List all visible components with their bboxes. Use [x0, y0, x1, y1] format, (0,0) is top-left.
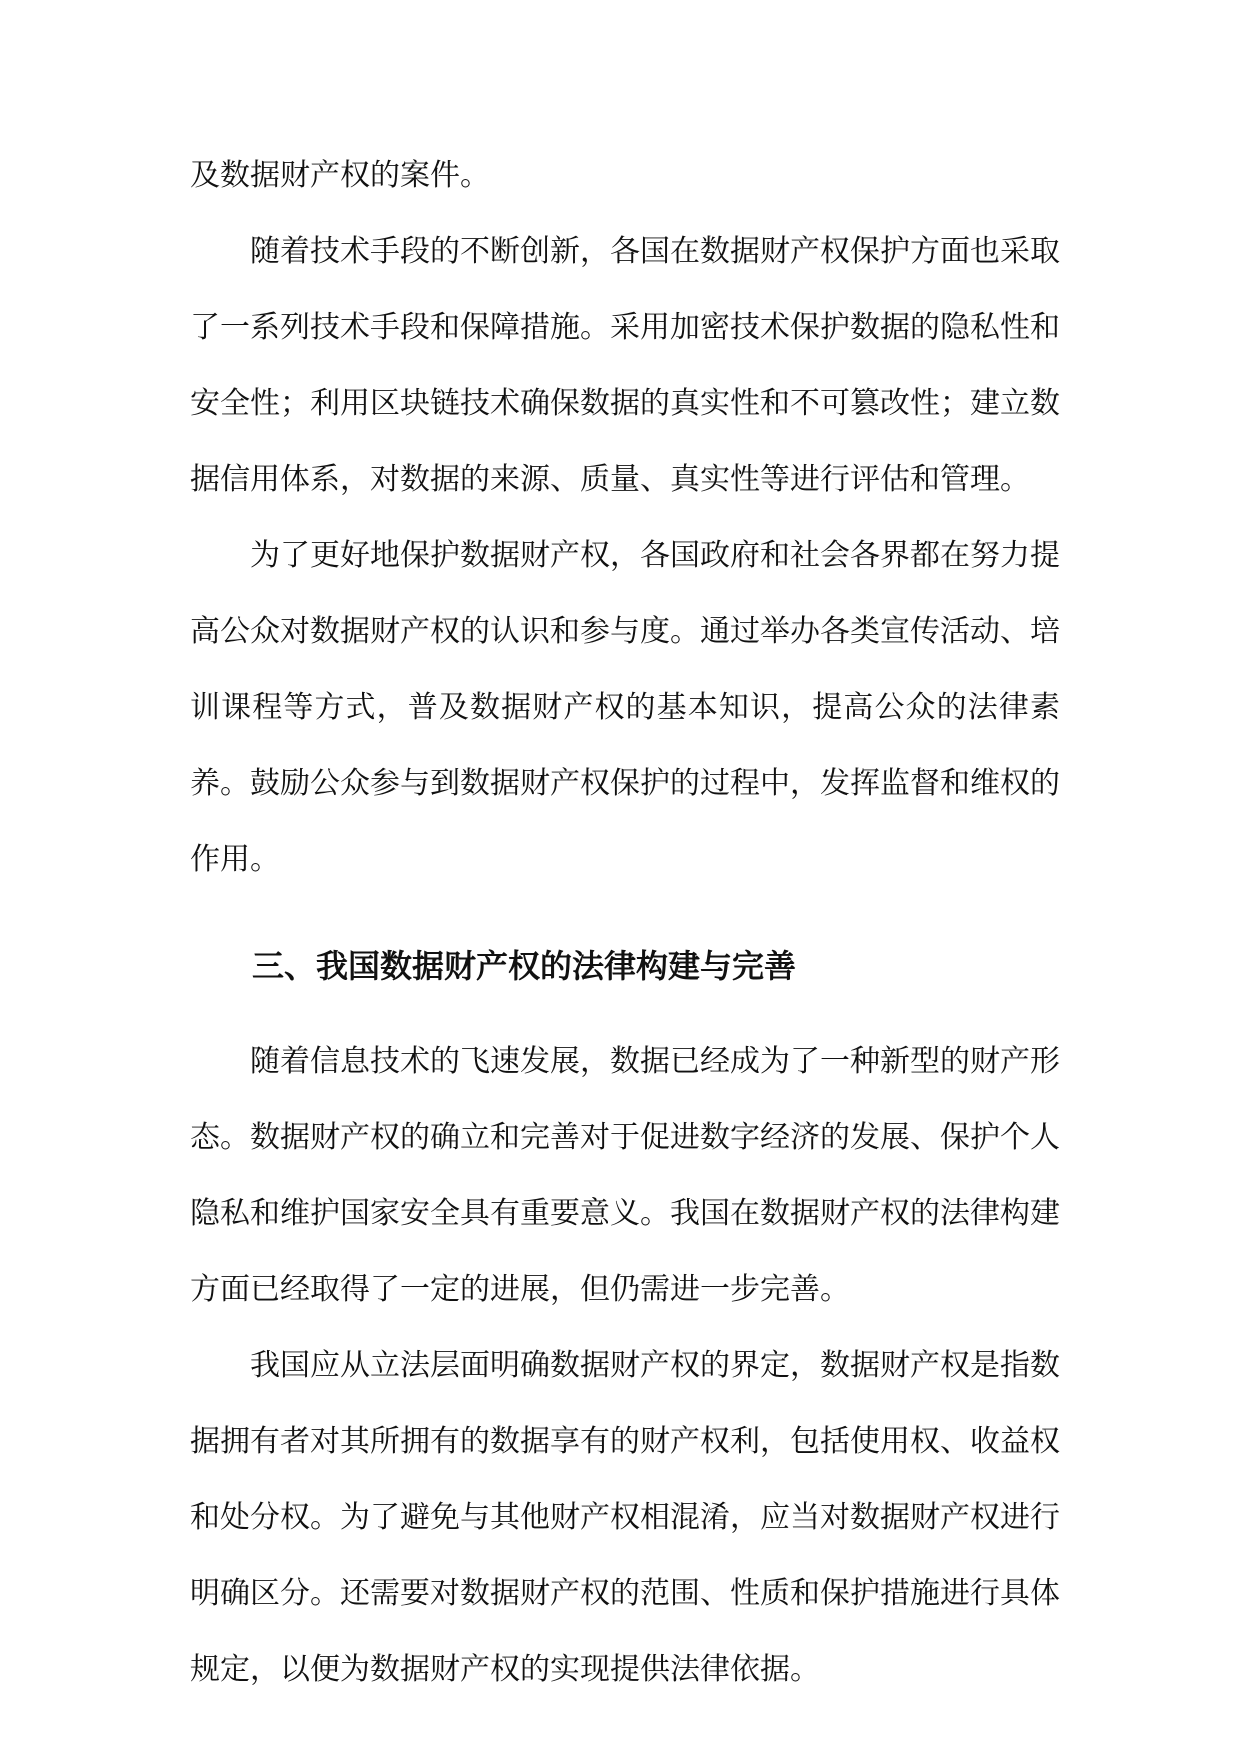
paragraph-data-property-form: 随着信息技术的飞速发展，数据已经成为了一种新型的财产形态。数据财产权的确立和完善对于促进数字经济的发展、保护个人隐私和维护国家安全具有重要意义。我国在数据财产权的法律构建方面已经取得了一定的进展，但仍需进一步完善。 — [190, 1044, 1060, 1307]
paragraph-legislative-definition: 我国应从立法层面明确数据财产权的界定，数据财产权是指数据拥有者对其所拥有的数据享有的财产权利，包括使用权、收益权和处分权。为了避免与其他财产权相混淆，应当对数据财产权进行明确区分。还需要对数据财产权的范围、性质和保护措施进行具体规定，以便为数据财产权的实现提供法律依据。 — [190, 1348, 1060, 1687]
document-body — [190, 138, 1060, 1708]
paragraph-continuation: 及数据财产权的案件。 — [190, 158, 490, 193]
section-heading: 三、我国数据财产权的法律构建与完善 — [252, 947, 797, 985]
paragraph-public-awareness: 为了更好地保护数据财产权，各国政府和社会各界都在努力提高公众对数据财产权的认识和参与度。通过举办各类宣传活动、培训课程等方式，普及数据财产权的基本知识，提高公众的法律素养。鼓励公众参与到数据财产权保护的过程中，发挥监督和维权的作用。 — [190, 538, 1060, 877]
paragraph-tech-measures: 随着技术手段的不断创新，各国在数据财产权保护方面也采取了一系列技术手段和保障措施。采用加密技术保护数据的隐私性和安全性；利用区块链技术确保数据的真实性和不可篡改性；建立数据信用体系，对数据的来源、质量、真实性等进行评估和管理。 — [190, 234, 1060, 497]
